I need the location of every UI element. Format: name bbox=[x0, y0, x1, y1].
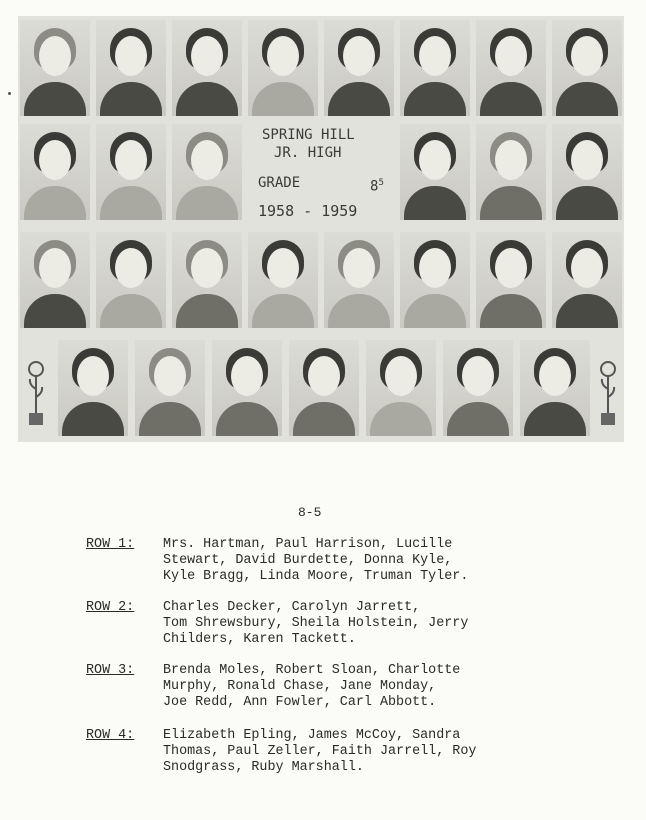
portrait bbox=[172, 124, 242, 220]
portrait bbox=[520, 340, 590, 436]
school-years: 1958 - 1959 bbox=[258, 202, 358, 220]
name-line: Elizabeth Epling, James McCoy, Sandra bbox=[163, 728, 461, 743]
portrait bbox=[324, 232, 394, 328]
portrait bbox=[96, 20, 166, 116]
name-line: Thomas, Paul Zeller, Faith Jarrell, Roy bbox=[163, 744, 477, 759]
photo-row-4 bbox=[18, 336, 624, 440]
name-line: Snodgrass, Ruby Marshall. bbox=[163, 760, 364, 775]
photo-caption bbox=[258, 124, 408, 234]
portrait bbox=[20, 20, 90, 116]
portrait bbox=[96, 124, 166, 220]
name-line: Joe Redd, Ann Fowler, Carl Abbott. bbox=[163, 695, 437, 710]
portrait bbox=[476, 232, 546, 328]
grade-value bbox=[370, 172, 384, 198]
portrait bbox=[96, 232, 166, 328]
school-name-line-1: SPRING HILL bbox=[262, 127, 355, 143]
portrait bbox=[552, 20, 622, 116]
portrait bbox=[476, 124, 546, 220]
portrait bbox=[476, 20, 546, 116]
grade-number: 8 bbox=[370, 178, 379, 195]
portrait bbox=[20, 124, 90, 220]
portrait bbox=[172, 232, 242, 328]
row-label: ROW 2: bbox=[86, 600, 135, 615]
flower-ornament-left bbox=[26, 359, 46, 427]
stray-mark bbox=[8, 92, 11, 95]
portrait bbox=[552, 124, 622, 220]
portrait bbox=[248, 232, 318, 328]
row-names bbox=[163, 537, 603, 585]
name-line: Kyle Bragg, Linda Moore, Truman Tyler. bbox=[163, 569, 469, 584]
portrait bbox=[400, 232, 470, 328]
portrait bbox=[248, 20, 318, 116]
portrait bbox=[58, 340, 128, 436]
class-photo bbox=[18, 16, 624, 442]
name-line: Charles Decker, Carolyn Jarrett, bbox=[163, 600, 421, 615]
flower-ornament-right bbox=[598, 359, 618, 427]
portrait bbox=[212, 340, 282, 436]
portrait bbox=[172, 20, 242, 116]
photo-row-3 bbox=[18, 228, 624, 332]
portrait bbox=[400, 124, 470, 220]
name-line: Childers, Karen Tackett. bbox=[163, 632, 356, 647]
row-names bbox=[163, 600, 603, 648]
name-line: Murphy, Ronald Chase, Jane Monday, bbox=[163, 679, 437, 694]
grade-label: GRADE bbox=[258, 175, 301, 191]
photo-row-1 bbox=[18, 16, 624, 120]
portrait bbox=[400, 20, 470, 116]
grade-section-superscript: 5 bbox=[378, 178, 384, 188]
row-names bbox=[163, 663, 603, 711]
portrait bbox=[289, 340, 359, 436]
name-line: Tom Shrewsbury, Sheila Holstein, Jerry bbox=[163, 616, 469, 631]
portrait bbox=[366, 340, 436, 436]
portrait bbox=[552, 232, 622, 328]
row-label: ROW 3: bbox=[86, 663, 135, 678]
class-label: 8-5 bbox=[298, 505, 322, 520]
row-label: ROW 4: bbox=[86, 728, 135, 743]
school-name-line-2: JR. HIGH bbox=[274, 145, 342, 161]
row-label: ROW 1: bbox=[86, 537, 135, 552]
row-names bbox=[163, 728, 603, 776]
portrait bbox=[20, 232, 90, 328]
name-line: Mrs. Hartman, Paul Harrison, Lucille bbox=[163, 537, 453, 552]
portrait bbox=[443, 340, 513, 436]
name-line: Brenda Moles, Robert Sloan, Charlotte bbox=[163, 663, 461, 678]
name-line: Stewart, David Burdette, Donna Kyle, bbox=[163, 553, 453, 568]
portrait bbox=[324, 20, 394, 116]
portrait bbox=[135, 340, 205, 436]
